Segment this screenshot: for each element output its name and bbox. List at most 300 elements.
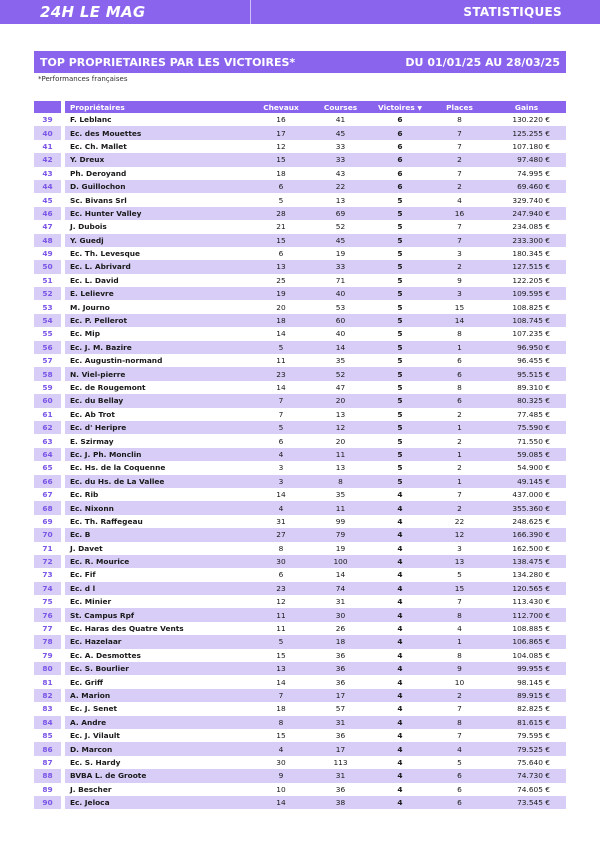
rank-cell: 82 <box>34 689 61 702</box>
horses-cell: 6 <box>249 568 313 581</box>
horses-cell: 10 <box>249 783 313 796</box>
table-row[interactable] <box>34 167 566 180</box>
table-row[interactable] <box>34 702 566 715</box>
horses-cell: 13 <box>249 662 313 675</box>
places-cell: 7 <box>432 702 487 715</box>
wins-cell: 4 <box>368 742 432 755</box>
table-row[interactable] <box>34 649 566 662</box>
horses-cell: 9 <box>249 769 313 782</box>
races-cell: 31 <box>313 595 368 608</box>
owner-name-cell: F. Leblanc <box>65 113 249 126</box>
earnings-cell: 162.500 € <box>487 542 566 555</box>
wins-cell: 4 <box>368 702 432 715</box>
table-row[interactable] <box>34 716 566 729</box>
earnings-cell: 89.915 € <box>487 689 566 702</box>
wins-cell: 5 <box>368 381 432 394</box>
table-row[interactable] <box>34 595 566 608</box>
owner-name-cell: D. Marcon <box>65 742 249 755</box>
earnings-cell: 95.515 € <box>487 367 566 380</box>
wins-cell: 4 <box>368 488 432 501</box>
horses-cell: 7 <box>249 689 313 702</box>
places-cell: 8 <box>432 716 487 729</box>
rank-cell: 45 <box>34 193 61 206</box>
owner-name-cell: Ec. de Rougemont <box>65 381 249 394</box>
owner-name-cell: Ec. du Bellay <box>65 394 249 407</box>
table-row[interactable] <box>34 367 566 380</box>
earnings-cell: 89.310 € <box>487 381 566 394</box>
header-divider <box>250 0 251 24</box>
rank-cell: 50 <box>34 260 61 273</box>
places-cell: 22 <box>432 515 487 528</box>
table-row[interactable] <box>34 421 566 434</box>
owner-name-cell: Ec. S. Bourlier <box>65 662 249 675</box>
owner-name-cell: Ec. B <box>65 528 249 541</box>
rank-cell: 83 <box>34 702 61 715</box>
races-cell: 30 <box>313 608 368 621</box>
races-cell: 33 <box>313 140 368 153</box>
races-cell: 74 <box>313 582 368 595</box>
races-cell: 40 <box>313 287 368 300</box>
places-cell: 8 <box>432 381 487 394</box>
owner-name-cell: N. Viel-pierre <box>65 367 249 380</box>
horses-cell: 6 <box>249 180 313 193</box>
horses-cell: 25 <box>249 274 313 287</box>
places-cell: 12 <box>432 528 487 541</box>
rank-cell: 57 <box>34 354 61 367</box>
earnings-cell: 99.955 € <box>487 662 566 675</box>
places-cell: 6 <box>432 783 487 796</box>
table-row[interactable] <box>34 729 566 742</box>
horses-cell: 11 <box>249 354 313 367</box>
wins-cell: 4 <box>368 769 432 782</box>
races-cell: 71 <box>313 274 368 287</box>
wins-cell: 5 <box>368 287 432 300</box>
places-cell: 6 <box>432 367 487 380</box>
horses-cell: 7 <box>249 394 313 407</box>
places-cell: 7 <box>432 729 487 742</box>
table-row[interactable] <box>34 635 566 648</box>
owner-name-cell: Y. Dreux <box>65 153 249 166</box>
rank-cell: 90 <box>34 796 61 809</box>
owner-name-cell: Ec. Ch. Mallet <box>65 140 249 153</box>
earnings-cell: 113.430 € <box>487 595 566 608</box>
rank-cell: 85 <box>34 729 61 742</box>
table-row[interactable] <box>34 126 566 139</box>
table-row[interactable] <box>34 300 566 313</box>
table-banner <box>34 51 566 73</box>
rank-cell: 56 <box>34 341 61 354</box>
table-row[interactable] <box>34 742 566 755</box>
table-row[interactable] <box>34 582 566 595</box>
races-cell: 31 <box>313 769 368 782</box>
places-cell: 7 <box>432 220 487 233</box>
earnings-cell: 75.640 € <box>487 756 566 769</box>
rank-cell: 40 <box>34 126 61 139</box>
table-row[interactable] <box>34 327 566 340</box>
horses-cell: 14 <box>249 381 313 394</box>
owner-name-cell: Y. Guedj <box>65 234 249 247</box>
horses-cell: 28 <box>249 207 313 220</box>
earnings-cell: 97.480 € <box>487 153 566 166</box>
footnote: *Performances françaises <box>38 75 128 83</box>
owner-name-cell: Ec. J. Vilault <box>65 729 249 742</box>
places-cell: 9 <box>432 274 487 287</box>
horses-cell: 14 <box>249 327 313 340</box>
races-cell: 19 <box>313 542 368 555</box>
table-row[interactable] <box>34 394 566 407</box>
earnings-cell: 74.995 € <box>487 167 566 180</box>
races-cell: 17 <box>313 742 368 755</box>
horses-cell: 4 <box>249 742 313 755</box>
horses-cell: 19 <box>249 287 313 300</box>
races-cell: 47 <box>313 381 368 394</box>
horses-cell: 5 <box>249 635 313 648</box>
owner-name-cell: Ec. Fif <box>65 568 249 581</box>
owner-name-cell: Ec. J. Ph. Monclin <box>65 448 249 461</box>
wins-cell: 5 <box>368 408 432 421</box>
earnings-cell: 106.865 € <box>487 635 566 648</box>
wins-cell: 4 <box>368 555 432 568</box>
places-cell: 2 <box>432 461 487 474</box>
horses-column-header[interactable]: Chevaux <box>249 101 313 113</box>
horses-cell: 15 <box>249 234 313 247</box>
table-row[interactable] <box>34 381 566 394</box>
top-bar <box>0 0 600 24</box>
horses-cell: 16 <box>249 113 313 126</box>
table-row[interactable] <box>34 153 566 166</box>
places-cell: 7 <box>432 595 487 608</box>
wins-cell: 4 <box>368 528 432 541</box>
races-cell: 52 <box>313 220 368 233</box>
races-cell: 22 <box>313 180 368 193</box>
earnings-cell: 355.360 € <box>487 501 566 514</box>
table-row[interactable] <box>34 475 566 488</box>
horses-cell: 15 <box>249 649 313 662</box>
wins-cell: 4 <box>368 729 432 742</box>
wins-cell: 5 <box>368 434 432 447</box>
wins-cell: 6 <box>368 167 432 180</box>
races-cell: 20 <box>313 394 368 407</box>
races-cell: 33 <box>313 260 368 273</box>
owner-name-cell: Ec. Hunter Valley <box>65 207 249 220</box>
places-cell: 1 <box>432 421 487 434</box>
table-row[interactable] <box>34 287 566 300</box>
places-column-header[interactable]: Places <box>432 101 487 113</box>
places-cell: 2 <box>432 153 487 166</box>
places-cell: 4 <box>432 742 487 755</box>
table-row[interactable] <box>34 247 566 260</box>
places-cell: 7 <box>432 167 487 180</box>
earnings-cell: 108.885 € <box>487 622 566 635</box>
owner-name-cell: Ec. L. David <box>65 274 249 287</box>
wins-cell: 5 <box>368 394 432 407</box>
owner-name-cell: Ec. d' Heripre <box>65 421 249 434</box>
horses-cell: 11 <box>249 608 313 621</box>
horses-cell: 6 <box>249 247 313 260</box>
earnings-cell: 108.745 € <box>487 314 566 327</box>
table-row[interactable] <box>34 622 566 635</box>
table-row[interactable] <box>34 501 566 514</box>
wins-cell: 5 <box>368 448 432 461</box>
horses-cell: 18 <box>249 702 313 715</box>
races-cell: 36 <box>313 675 368 688</box>
earnings-column-header[interactable]: Gains <box>487 101 566 113</box>
places-cell: 2 <box>432 408 487 421</box>
rank-cell: 60 <box>34 394 61 407</box>
rank-cell: 48 <box>34 234 61 247</box>
owner-name-cell: D. Guillochon <box>65 180 249 193</box>
table-row[interactable] <box>34 260 566 273</box>
races-cell: 99 <box>313 515 368 528</box>
rank-header <box>34 101 61 113</box>
owner-name-cell: A. Marion <box>65 689 249 702</box>
table-row[interactable] <box>34 461 566 474</box>
table-row[interactable] <box>34 220 566 233</box>
places-cell: 2 <box>432 689 487 702</box>
owner-name-cell: E. Szirmay <box>65 434 249 447</box>
wins-cell: 5 <box>368 207 432 220</box>
wins-cell: 5 <box>368 234 432 247</box>
owner-name-cell: Ec. Hs. de la Coquenne <box>65 461 249 474</box>
horses-cell: 13 <box>249 260 313 273</box>
races-cell: 31 <box>313 716 368 729</box>
table-row[interactable] <box>34 341 566 354</box>
earnings-cell: 82.825 € <box>487 702 566 715</box>
races-cell: 45 <box>313 126 368 139</box>
places-cell: 1 <box>432 341 487 354</box>
earnings-cell: 107.180 € <box>487 140 566 153</box>
races-cell: 8 <box>313 475 368 488</box>
rank-cell: 89 <box>34 783 61 796</box>
horses-cell: 6 <box>249 434 313 447</box>
races-column-header[interactable]: Courses <box>313 101 368 113</box>
rank-cell: 54 <box>34 314 61 327</box>
owner-name-cell: Ph. Deroyand <box>65 167 249 180</box>
places-cell: 7 <box>432 234 487 247</box>
table-row[interactable] <box>34 113 566 126</box>
horses-cell: 14 <box>249 488 313 501</box>
table-row[interactable] <box>34 314 566 327</box>
places-cell: 7 <box>432 126 487 139</box>
rank-cell: 62 <box>34 421 61 434</box>
rank-cell: 46 <box>34 207 61 220</box>
owner-name-cell: Ec. J. Senet <box>65 702 249 715</box>
wins-column-header[interactable] <box>368 101 432 113</box>
rank-cell: 73 <box>34 568 61 581</box>
earnings-cell: 125.255 € <box>487 126 566 139</box>
places-cell: 9 <box>432 662 487 675</box>
table-row[interactable] <box>34 555 566 568</box>
races-cell: 57 <box>313 702 368 715</box>
horses-cell: 30 <box>249 756 313 769</box>
horses-cell: 5 <box>249 193 313 206</box>
horses-cell: 18 <box>249 167 313 180</box>
races-cell: 17 <box>313 689 368 702</box>
horses-cell: 5 <box>249 421 313 434</box>
horses-cell: 3 <box>249 461 313 474</box>
owner-name-cell: Ec. Jeloca <box>65 796 249 809</box>
earnings-cell: 234.085 € <box>487 220 566 233</box>
horses-cell: 12 <box>249 595 313 608</box>
rank-cell: 72 <box>34 555 61 568</box>
places-cell: 8 <box>432 327 487 340</box>
earnings-cell: 96.455 € <box>487 354 566 367</box>
earnings-cell: 69.460 € <box>487 180 566 193</box>
horses-cell: 21 <box>249 220 313 233</box>
owner-name-cell: Ec. Rib <box>65 488 249 501</box>
wins-cell: 4 <box>368 515 432 528</box>
horses-cell: 30 <box>249 555 313 568</box>
table-row[interactable] <box>34 783 566 796</box>
places-cell: 6 <box>432 394 487 407</box>
earnings-cell: 79.525 € <box>487 742 566 755</box>
owner-name-cell: Ec. d l <box>65 582 249 595</box>
table-row[interactable] <box>34 207 566 220</box>
table-row[interactable] <box>34 515 566 528</box>
table-row[interactable] <box>34 662 566 675</box>
table-row[interactable] <box>34 448 566 461</box>
horses-cell: 27 <box>249 528 313 541</box>
owner-name-cell: Ec. Th. Raffegeau <box>65 515 249 528</box>
table-row[interactable] <box>34 528 566 541</box>
wins-cell: 5 <box>368 300 432 313</box>
earnings-cell: 73.545 € <box>487 796 566 809</box>
earnings-cell: 437.000 € <box>487 488 566 501</box>
owner-name-cell: Sc. Bivans Srl <box>65 193 249 206</box>
owner-name-cell: E. Lelievre <box>65 287 249 300</box>
rank-cell: 88 <box>34 769 61 782</box>
races-cell: 13 <box>313 461 368 474</box>
wins-cell: 4 <box>368 662 432 675</box>
table-row[interactable] <box>34 274 566 287</box>
horses-cell: 4 <box>249 501 313 514</box>
places-cell: 1 <box>432 475 487 488</box>
horses-cell: 17 <box>249 126 313 139</box>
table-row[interactable] <box>34 180 566 193</box>
table-row[interactable] <box>34 434 566 447</box>
places-cell: 7 <box>432 488 487 501</box>
places-cell: 14 <box>432 314 487 327</box>
wins-cell: 5 <box>368 193 432 206</box>
earnings-cell: 79.595 € <box>487 729 566 742</box>
horses-cell: 11 <box>249 622 313 635</box>
owner-name-cell: Ec. Minier <box>65 595 249 608</box>
table-row[interactable] <box>34 568 566 581</box>
section-title: STATISTIQUES <box>463 5 562 19</box>
rank-cell: 65 <box>34 461 61 474</box>
table-row[interactable] <box>34 354 566 367</box>
owner-name-cell: Ec. Augustin-normand <box>65 354 249 367</box>
places-cell: 2 <box>432 434 487 447</box>
places-cell: 2 <box>432 260 487 273</box>
earnings-cell: 180.345 € <box>487 247 566 260</box>
places-cell: 8 <box>432 649 487 662</box>
places-cell: 15 <box>432 300 487 313</box>
wins-cell: 4 <box>368 756 432 769</box>
earnings-cell: 59.085 € <box>487 448 566 461</box>
races-cell: 36 <box>313 783 368 796</box>
owner-name-cell: J. Davet <box>65 542 249 555</box>
wins-cell: 6 <box>368 140 432 153</box>
races-cell: 100 <box>313 555 368 568</box>
places-cell: 4 <box>432 193 487 206</box>
table-row[interactable] <box>34 488 566 501</box>
table-row[interactable] <box>34 542 566 555</box>
races-cell: 11 <box>313 501 368 514</box>
places-cell: 16 <box>432 207 487 220</box>
table-row[interactable] <box>34 756 566 769</box>
horses-cell: 14 <box>249 675 313 688</box>
owner-name-cell: Ec. du Hs. de La Vallee <box>65 475 249 488</box>
table-header-row <box>34 101 566 113</box>
rank-cell: 63 <box>34 434 61 447</box>
rank-cell: 61 <box>34 408 61 421</box>
earnings-cell: 127.515 € <box>487 260 566 273</box>
rank-cell: 47 <box>34 220 61 233</box>
table-row[interactable] <box>34 675 566 688</box>
rank-cell: 71 <box>34 542 61 555</box>
table-row[interactable] <box>34 193 566 206</box>
rank-cell: 58 <box>34 367 61 380</box>
earnings-cell: 138.475 € <box>487 555 566 568</box>
horses-cell: 20 <box>249 300 313 313</box>
owner-column-header[interactable]: Propriétaires <box>65 101 249 113</box>
earnings-cell: 54.900 € <box>487 461 566 474</box>
rank-cell: 76 <box>34 608 61 621</box>
races-cell: 40 <box>313 327 368 340</box>
owners-table <box>34 101 566 809</box>
places-cell: 1 <box>432 635 487 648</box>
table-row[interactable] <box>34 796 566 809</box>
wins-cell: 4 <box>368 796 432 809</box>
earnings-cell: 74.730 € <box>487 769 566 782</box>
races-cell: 33 <box>313 153 368 166</box>
wins-cell: 5 <box>368 260 432 273</box>
table-row[interactable] <box>34 140 566 153</box>
wins-cell: 5 <box>368 274 432 287</box>
table-row[interactable] <box>34 689 566 702</box>
races-cell: 14 <box>313 568 368 581</box>
places-cell: 6 <box>432 796 487 809</box>
horses-cell: 15 <box>249 729 313 742</box>
table-row[interactable] <box>34 769 566 782</box>
wins-cell: 6 <box>368 126 432 139</box>
earnings-cell: 96.950 € <box>487 341 566 354</box>
owner-name-cell: J. Dubois <box>65 220 249 233</box>
wins-column-label: Victoires <box>378 102 415 112</box>
owner-name-cell: St. Campus Rpf <box>65 608 249 621</box>
rank-cell: 59 <box>34 381 61 394</box>
wins-cell: 5 <box>368 247 432 260</box>
races-cell: 45 <box>313 234 368 247</box>
wins-cell: 5 <box>368 327 432 340</box>
races-cell: 35 <box>313 354 368 367</box>
table-row[interactable] <box>34 408 566 421</box>
owner-name-cell: Ec. S. Hardy <box>65 756 249 769</box>
places-cell: 3 <box>432 247 487 260</box>
earnings-cell: 77.485 € <box>487 408 566 421</box>
races-cell: 113 <box>313 756 368 769</box>
horses-cell: 12 <box>249 140 313 153</box>
owner-name-cell: BVBA L. de Groote <box>65 769 249 782</box>
table-row[interactable] <box>34 608 566 621</box>
races-cell: 41 <box>313 113 368 126</box>
earnings-cell: 80.325 € <box>487 394 566 407</box>
earnings-cell: 71.550 € <box>487 434 566 447</box>
horses-cell: 3 <box>249 475 313 488</box>
table-row[interactable] <box>34 234 566 247</box>
owner-name-cell: Ec. Hazelaar <box>65 635 249 648</box>
